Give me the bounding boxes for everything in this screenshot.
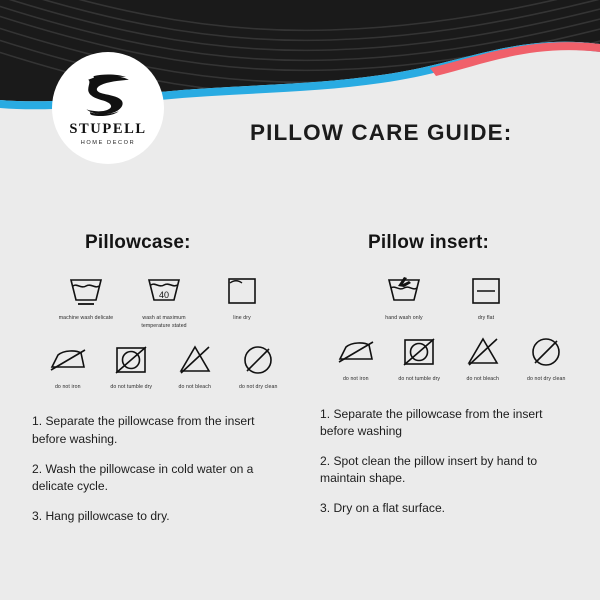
symbol-line-dry: [214, 272, 270, 323]
do-not-dry-clean-icon: [236, 341, 280, 379]
symbol-caption: do not tumble dry: [110, 383, 153, 390]
symbol-wash-max-temperature: [136, 272, 192, 331]
symbol-row-insert-1: [318, 272, 570, 323]
symbol-dry-flat: [458, 272, 514, 323]
do-not-dry-clean-icon: [524, 333, 568, 371]
symbol-do-not-tumble-dry: [396, 333, 444, 384]
symbol-caption: do not dry clean: [526, 375, 566, 382]
page-title: PILLOW CARE GUIDE:: [250, 120, 513, 145]
instruction-step: 2. Spot clean the pillow insert by hand to maintain shape.: [320, 453, 538, 486]
symbol-do-not-iron: [44, 341, 92, 392]
instructions-pillow-insert: [318, 406, 570, 518]
do-not-bleach-icon: [173, 341, 217, 379]
instruction-step: 3. Dry on a flat surface.: [320, 501, 446, 516]
symbol-caption: wash at maximum temperature stated: [141, 315, 187, 329]
symbol-do-not-iron: [332, 333, 380, 384]
brand-tagline: HOME DECOR: [80, 140, 136, 146]
stupell-swoosh-logo-icon: [81, 72, 135, 118]
symbol-do-not-tumble-dry: [108, 341, 156, 392]
section-title-pillow-insert: Pillow insert:: [368, 232, 490, 253]
symbol-do-not-bleach: [171, 341, 219, 392]
section-title-pillowcase: Pillowcase:: [85, 232, 191, 253]
symbol-caption: line dry: [233, 315, 251, 321]
symbol-row-pillowcase-1: [30, 272, 282, 331]
section-pillowcase: [30, 232, 282, 525]
do-not-iron-icon: [46, 341, 90, 379]
instruction-step: 1. Separate the pillowcase from the insert before washing: [320, 406, 543, 438]
symbol-caption: machine wash delicate: [58, 315, 114, 321]
symbol-caption: do not iron: [342, 375, 369, 382]
dry-flat-icon: [464, 272, 508, 310]
symbol-machine-wash-delicate: [58, 272, 114, 323]
brand-logo-badge: [52, 52, 164, 164]
symbol-caption: do not dry clean: [238, 383, 278, 390]
symbol-row-insert-2: [318, 333, 570, 384]
symbol-caption: hand wash only: [385, 315, 423, 321]
symbol-caption: dry flat: [477, 315, 495, 321]
machine-wash-delicate-icon: [64, 272, 108, 310]
instruction-step: 3. Hang pillowcase to dry.: [32, 509, 170, 524]
symbol-caption: do not bleach: [178, 383, 211, 390]
symbol-hand-wash-only: [376, 272, 432, 323]
do-not-tumble-dry-icon: [397, 333, 441, 371]
do-not-bleach-icon: [461, 333, 505, 371]
hand-wash-only-icon: [382, 272, 426, 310]
symbol-row-pillowcase-2: [30, 341, 282, 392]
symbol-caption: do not bleach: [466, 375, 499, 382]
wash-max-temperature-40-icon: [142, 272, 186, 310]
line-dry-icon: [220, 272, 264, 310]
symbol-caption: do not tumble dry: [398, 375, 441, 382]
svg-text:40: 40: [158, 290, 170, 300]
instruction-step: 2. Wash the pillowcase in cold water on a delicate cycle.: [32, 461, 254, 493]
symbol-caption: do not iron: [54, 383, 81, 390]
instruction-step: 1. Separate the pillowcase from the insert before washing.: [32, 414, 255, 446]
symbol-do-not-bleach: [459, 333, 507, 384]
instructions-pillowcase: [30, 413, 282, 525]
do-not-iron-icon: [334, 333, 378, 371]
symbol-do-not-dry-clean: [235, 341, 283, 392]
brand-name: STUPELL: [69, 121, 147, 137]
symbol-do-not-dry-clean: [523, 333, 571, 384]
section-pillow-insert: [318, 232, 570, 517]
do-not-tumble-dry-icon: [109, 341, 153, 379]
